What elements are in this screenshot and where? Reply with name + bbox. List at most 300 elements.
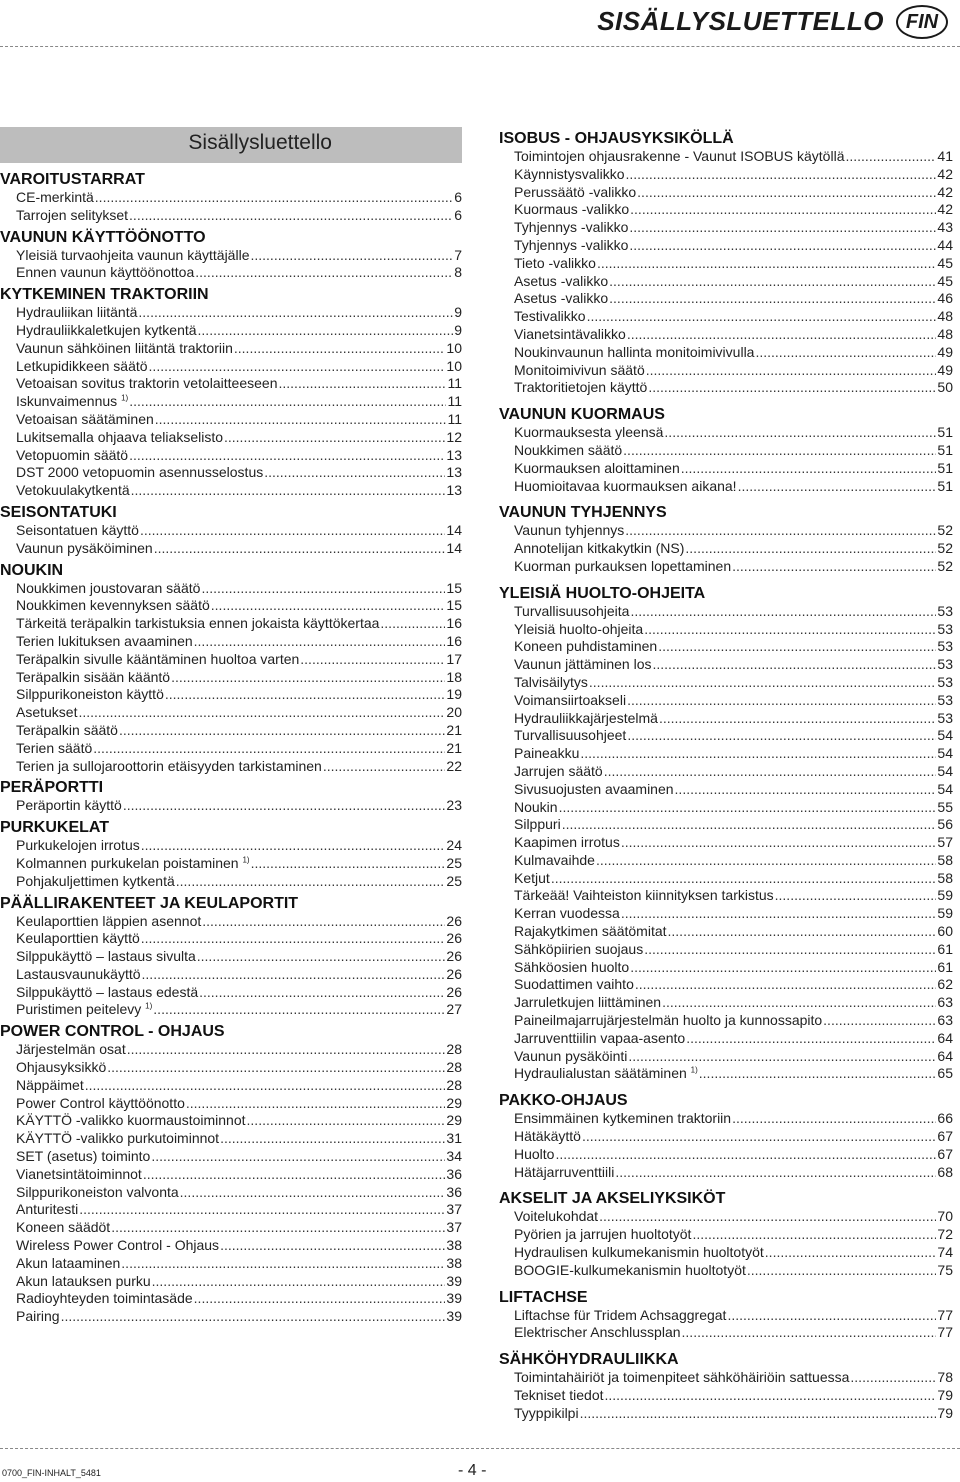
toc-entry[interactable]	[0, 633, 462, 651]
entry-page-number: 15	[446, 579, 462, 596]
entry-text: Suodattimen vaihto	[514, 976, 634, 993]
entry-page-number: 17	[446, 650, 462, 667]
entry-text: Kuorman purkauksen lopettaminen	[514, 557, 732, 574]
toc-entry[interactable]	[499, 201, 953, 219]
entry-page-number: 59	[937, 887, 953, 904]
entry-text: Pyörien ja jarrujen huoltotyöt	[514, 1226, 692, 1243]
dot-leader	[775, 887, 937, 905]
entry-page-number: 49	[937, 361, 953, 378]
entry-page-number: 67	[937, 1128, 953, 1145]
entry-label	[16, 855, 250, 873]
entry-page-number: 53	[937, 602, 953, 619]
section-heading: POWER CONTROL - OHJAUS	[0, 1023, 225, 1041]
toc-entry[interactable]	[499, 1110, 953, 1128]
toc-entry[interactable]	[0, 1308, 462, 1326]
entry-label	[16, 522, 139, 540]
section-heading: NOUKIN	[0, 561, 64, 579]
dot-leader	[630, 603, 936, 621]
toc-entry[interactable]	[499, 1369, 953, 1387]
entry-label	[514, 763, 603, 781]
toc-entry[interactable]	[499, 424, 953, 442]
entry-label	[514, 959, 629, 977]
toc-entry[interactable]	[499, 763, 953, 781]
entry-text: Lastausvaunukäyttö	[16, 965, 141, 982]
dot-leader	[621, 834, 937, 852]
dot-leader	[605, 1387, 937, 1405]
dot-leader	[121, 1255, 445, 1273]
entry-label	[16, 1255, 120, 1273]
entry-page-number: 74	[937, 1244, 953, 1261]
entry-text: Näppäimet	[16, 1076, 84, 1093]
toc-entry[interactable]	[499, 799, 953, 817]
entry-page-number: 53	[937, 709, 953, 726]
toc-entry[interactable]	[499, 852, 953, 870]
dot-leader	[141, 930, 446, 948]
entry-page-number: 26	[446, 983, 462, 1000]
entry-label	[514, 887, 774, 905]
dot-leader	[149, 358, 446, 376]
toc-entry[interactable]	[0, 722, 462, 740]
entry-page-number: 11	[447, 410, 462, 427]
toc-entry[interactable]	[0, 522, 462, 540]
entry-text: Noukin	[514, 798, 558, 815]
entry-page-number: 42	[937, 165, 953, 182]
toc-entry[interactable]	[499, 1387, 953, 1405]
toc-entry[interactable]	[499, 362, 953, 380]
entry-label	[16, 1201, 78, 1219]
toc-entry[interactable]	[499, 887, 953, 905]
toc-entry[interactable]	[0, 873, 462, 891]
entry-page-number: 53	[937, 638, 953, 655]
entry-label	[16, 686, 164, 704]
toc-entry[interactable]	[499, 379, 953, 397]
toc-entry[interactable]	[499, 621, 953, 639]
entry-text: Teräpalkin sivulle kääntäminen huoltoa varten	[16, 650, 300, 667]
toc-entry[interactable]	[0, 913, 462, 931]
toc-entry[interactable]	[499, 834, 953, 852]
toc-entry[interactable]	[0, 1148, 462, 1166]
toc-entry[interactable]	[499, 219, 953, 237]
dot-leader	[107, 1059, 445, 1077]
toc-entry[interactable]	[0, 429, 462, 447]
toc-entry[interactable]	[499, 344, 953, 362]
entry-text: Huolto	[514, 1145, 555, 1162]
dot-leader	[627, 727, 936, 745]
entry-page-number: 13	[446, 482, 462, 499]
entry-label	[514, 603, 629, 621]
toc-section	[0, 818, 462, 890]
toc-section	[0, 503, 462, 558]
toc-entry[interactable]	[499, 816, 953, 834]
toc-entry[interactable]	[0, 540, 462, 558]
toc-entry[interactable]	[499, 184, 953, 202]
entry-text: Käynnistysvalikko	[514, 165, 625, 182]
dot-leader	[279, 375, 447, 393]
entry-text: Tekniset tiedot	[514, 1387, 604, 1404]
entry-page-number: 10	[446, 339, 462, 356]
entry-text: Pohjakuljettimen kytkentä	[16, 872, 175, 889]
toc-entry[interactable]	[0, 580, 462, 598]
toc-entry[interactable]	[0, 837, 462, 855]
dot-leader	[234, 340, 446, 358]
toc-entry[interactable]	[499, 727, 953, 745]
toc-entry[interactable]	[499, 923, 953, 941]
entry-label	[514, 1128, 581, 1146]
entry-label	[514, 379, 647, 397]
dot-leader	[580, 745, 936, 763]
entry-page-number: 11	[447, 393, 462, 410]
entry-text: Terien lukituksen avaaminen	[16, 632, 193, 649]
toc-entry[interactable]	[0, 1255, 462, 1273]
footnote-marker: 1)	[242, 855, 250, 865]
entry-page-number: 45	[937, 272, 953, 289]
footnote-marker: 1)	[690, 1065, 698, 1075]
toc-entry[interactable]	[0, 189, 462, 207]
toc-entry[interactable]	[499, 166, 953, 184]
toc-entry[interactable]	[499, 1030, 953, 1048]
entry-page-number: 51	[937, 477, 953, 494]
entry-text: Talvisäilytys	[514, 673, 588, 690]
entry-text: Power Control käyttöönotto	[16, 1094, 185, 1111]
dot-leader	[186, 1095, 446, 1113]
toc-entry[interactable]	[0, 207, 462, 225]
dot-leader	[738, 478, 937, 496]
toc-entry[interactable]	[499, 1208, 953, 1226]
toc-entry[interactable]	[0, 1273, 462, 1291]
entry-text: Tyhjennys -valikko	[514, 219, 629, 236]
toc-entry[interactable]	[0, 984, 462, 1002]
toc-entry[interactable]	[499, 478, 953, 496]
dot-leader	[180, 1184, 446, 1202]
entry-label	[16, 704, 77, 722]
entry-page-number: 16	[446, 632, 462, 649]
entry-label	[16, 411, 154, 429]
toc-entry[interactable]	[499, 558, 953, 576]
dot-leader	[211, 597, 446, 615]
entry-label	[16, 1001, 152, 1019]
entry-page-number: 54	[937, 727, 953, 744]
dot-leader	[658, 638, 936, 656]
entry-text: Jarruventtiilin vapaa-asento	[514, 1029, 686, 1046]
entry-page-number: 19	[446, 686, 462, 703]
toc-entry[interactable]	[499, 781, 953, 799]
entry-text: Keulaporttien käyttö	[16, 930, 140, 947]
entry-text: Noukkimen kevennyksen säätö	[16, 597, 210, 614]
entry-label	[16, 1077, 84, 1095]
entry-text: Silppukäyttö – lastaus sivulta	[16, 948, 196, 965]
dot-leader	[625, 522, 936, 540]
entry-label	[514, 344, 754, 362]
dot-leader	[747, 1262, 937, 1280]
entry-page-number: 63	[937, 994, 953, 1011]
entry-label	[514, 923, 667, 941]
toc-entry[interactable]	[0, 447, 462, 465]
toc-entry[interactable]	[499, 656, 953, 674]
toc-entry[interactable]	[0, 651, 462, 669]
entry-page-number: 53	[937, 620, 953, 637]
toc-entry[interactable]	[499, 941, 953, 959]
dot-leader	[646, 362, 937, 380]
entry-text: Ohjausyksikkö	[16, 1059, 107, 1076]
toc-entry[interactable]	[0, 966, 462, 984]
toc-entry[interactable]	[499, 976, 953, 994]
dot-leader	[732, 558, 936, 576]
toc-entry[interactable]	[0, 1219, 462, 1237]
entry-text: Hydrauliikkajärjestelmä	[514, 709, 658, 726]
entry-label	[16, 1166, 142, 1184]
entry-label	[514, 1208, 598, 1226]
entry-text: Annotelijan kitkakytkin (NS)	[514, 540, 685, 557]
toc-section	[0, 285, 462, 500]
toc-column-right	[499, 129, 953, 1423]
entry-label	[514, 148, 844, 166]
toc-entry[interactable]	[499, 905, 953, 923]
entry-text: CE-merkintä	[16, 189, 94, 205]
dot-leader	[201, 580, 445, 598]
toc-entry[interactable]	[499, 308, 953, 326]
toc-entry[interactable]	[0, 304, 462, 322]
toc-entry[interactable]	[499, 638, 953, 656]
entry-page-number: 8	[454, 264, 462, 281]
entry-text: Kolmannen purkukelan poistaminen	[16, 854, 239, 871]
toc-entry[interactable]	[499, 1307, 953, 1325]
entry-label	[514, 834, 620, 852]
entry-label	[16, 247, 249, 265]
entry-label	[514, 1012, 822, 1030]
entry-label	[16, 966, 141, 984]
entry-page-number: 55	[937, 798, 953, 815]
entry-page-number: 53	[937, 691, 953, 708]
toc-entry[interactable]	[499, 603, 953, 621]
toc-entry[interactable]	[499, 745, 953, 763]
toc-entry[interactable]	[499, 1164, 953, 1182]
entry-page-number: 18	[446, 668, 462, 685]
toc-entry[interactable]	[0, 686, 462, 704]
entry-text: Perussäätö -valikko	[514, 183, 637, 200]
toc-entry[interactable]	[0, 948, 462, 966]
entry-label	[514, 1164, 614, 1182]
entry-page-number: 70	[937, 1208, 953, 1225]
toc-entry[interactable]	[499, 1244, 953, 1262]
entry-text: Hydrauliikan liitäntä	[16, 304, 138, 321]
entry-page-number: 28	[446, 1059, 462, 1076]
dot-leader	[194, 633, 446, 651]
entry-label	[514, 727, 626, 745]
entry-label	[514, 1324, 681, 1342]
toc-entry[interactable]	[0, 1237, 462, 1255]
toc-entry[interactable]	[499, 870, 953, 888]
toc-entry[interactable]	[0, 1201, 462, 1219]
entry-text: Hydraulialustan säätäminen	[514, 1065, 687, 1082]
dot-leader	[732, 1110, 936, 1128]
toc-entry[interactable]	[499, 442, 953, 460]
entry-page-number: 13	[446, 446, 462, 463]
toc-entry[interactable]	[499, 522, 953, 540]
entry-text: Vianetsintävalikko	[514, 325, 626, 342]
toc-entry[interactable]	[0, 1112, 462, 1130]
toc-entry[interactable]	[0, 855, 462, 873]
toc-entry[interactable]	[0, 1166, 462, 1184]
toc-entry[interactable]	[499, 1324, 953, 1342]
toc-entry[interactable]	[499, 994, 953, 1012]
entry-label	[16, 722, 118, 740]
dot-leader	[765, 1244, 937, 1262]
entry-page-number: 43	[937, 219, 953, 236]
toc-entry[interactable]	[499, 460, 953, 478]
toc-entry[interactable]	[0, 1130, 462, 1148]
dot-leader	[692, 1226, 936, 1244]
entry-label	[514, 976, 634, 994]
entry-text: Liftachse für Tridem Achsaggregat	[514, 1306, 727, 1323]
entry-page-number: 26	[446, 948, 462, 965]
entry-text: Anturitesti	[16, 1201, 79, 1218]
toc-entry[interactable]	[0, 930, 462, 948]
entry-label	[16, 913, 201, 931]
toc-section	[0, 170, 462, 225]
toc-entry[interactable]	[499, 148, 953, 166]
entry-label	[16, 651, 299, 669]
entry-label	[16, 1219, 110, 1237]
entry-label	[514, 237, 628, 255]
entry-text: Jarrujen säätö	[514, 762, 603, 779]
entry-page-number: 25	[446, 872, 462, 889]
dot-leader	[152, 1273, 446, 1291]
entry-text: DST 2000 vetopuomin asennusselostus	[16, 464, 264, 481]
entry-page-number: 64	[937, 1029, 953, 1046]
toc-entry[interactable]	[499, 540, 953, 558]
entry-label	[16, 1112, 246, 1130]
toc-entry[interactable]	[0, 358, 462, 376]
entry-text: Ketjut	[514, 869, 550, 886]
toc-entry[interactable]	[499, 1128, 953, 1146]
entry-page-number: 62	[937, 976, 953, 993]
entry-text: Asetukset	[16, 704, 78, 721]
toc-entry[interactable]	[0, 375, 462, 393]
toc-entry[interactable]	[0, 797, 462, 815]
dot-leader	[155, 411, 447, 429]
entry-text: Wireless Power Control - Ohjaus	[16, 1237, 220, 1254]
toc-entry[interactable]	[499, 326, 953, 344]
toc-entry[interactable]	[499, 237, 953, 255]
toc-entry[interactable]	[0, 1095, 462, 1113]
toc-entry[interactable]	[499, 959, 953, 977]
toc-entry[interactable]	[0, 482, 462, 500]
toc-entry[interactable]	[0, 740, 462, 758]
entry-label	[514, 1387, 604, 1405]
toc-entry[interactable]	[499, 710, 953, 728]
entry-text: Jarruletkujen liittäminen	[514, 994, 662, 1011]
entry-label	[16, 580, 200, 598]
toc-entry[interactable]	[0, 1059, 462, 1077]
toc-entry[interactable]	[0, 615, 462, 633]
entry-page-number: 38	[446, 1237, 462, 1254]
entry-page-number: 11	[447, 375, 462, 392]
entry-page-number: 9	[454, 321, 462, 338]
toc-entry[interactable]	[0, 1290, 462, 1308]
entry-page-number: 75	[937, 1261, 953, 1278]
entry-label	[16, 464, 263, 482]
entry-label	[16, 540, 153, 558]
entry-text: Vaunun jättäminen los	[514, 656, 652, 673]
entry-text: Purkukelojen irrotus	[16, 837, 140, 854]
toc-entry[interactable]	[0, 1077, 462, 1095]
toc-entry[interactable]	[499, 1065, 953, 1083]
entry-page-number: 57	[937, 834, 953, 851]
entry-text: Akun latauksen purku	[16, 1272, 151, 1289]
toc-entry[interactable]	[0, 1041, 462, 1059]
entry-text: Traktoritietojen käyttö	[514, 379, 648, 396]
entry-text: Iskunvaimennus	[16, 393, 118, 410]
entry-label	[514, 621, 643, 639]
entry-page-number: 42	[937, 201, 953, 218]
toc-entry[interactable]	[0, 1184, 462, 1202]
entry-text: Tärkeää! Vaihteiston kiinnityksen tarkistus	[514, 887, 774, 904]
entry-text: Testivalikko	[514, 308, 586, 325]
entry-label	[514, 362, 645, 380]
toc-entry[interactable]	[499, 255, 953, 273]
toc-entry[interactable]	[499, 674, 953, 692]
entry-label	[514, 184, 636, 202]
dot-leader	[628, 1048, 936, 1066]
entry-label	[514, 201, 629, 219]
entry-label	[16, 597, 210, 615]
entry-label	[16, 1184, 179, 1202]
entry-page-number: 58	[937, 851, 953, 868]
toc-entry[interactable]	[0, 393, 462, 411]
entry-page-number: 28	[446, 1041, 462, 1058]
entry-text: Voitelukohdat	[514, 1208, 599, 1225]
toc-entry[interactable]	[0, 704, 462, 722]
toc-entry[interactable]	[0, 464, 462, 482]
toc-entry[interactable]	[499, 273, 953, 291]
toc-entry[interactable]	[0, 1001, 462, 1019]
entry-text: Kulmavaihde	[514, 851, 595, 868]
toc-entry[interactable]	[0, 669, 462, 687]
entry-text: SET (asetus) toiminto	[16, 1148, 151, 1165]
entry-label	[514, 326, 626, 344]
toc-entry[interactable]	[0, 264, 462, 282]
dot-leader	[659, 710, 936, 728]
entry-text: Letkupidikkeen säätö	[16, 357, 148, 374]
dot-leader	[300, 651, 445, 669]
entry-text: Ensimmäinen kytkeminen traktoriin	[514, 1110, 732, 1127]
toc-entry[interactable]	[0, 597, 462, 615]
dot-leader	[626, 166, 937, 184]
toc-entry[interactable]	[499, 1048, 953, 1066]
entry-label	[514, 540, 684, 558]
dot-leader	[668, 923, 937, 941]
toc-entry[interactable]	[0, 247, 462, 265]
dot-leader	[61, 1308, 446, 1326]
entry-label	[16, 375, 278, 393]
entry-page-number: 10	[446, 357, 462, 374]
entry-text: Turvallisuusohjeita	[514, 602, 630, 619]
entry-page-number: 60	[937, 923, 953, 940]
toc-entry[interactable]	[499, 290, 953, 308]
toc-entry[interactable]	[0, 758, 462, 776]
toc-entry[interactable]	[0, 340, 462, 358]
toc-entry[interactable]	[499, 1262, 953, 1280]
toc-entry[interactable]	[499, 1146, 953, 1164]
toc-entry[interactable]	[499, 1405, 953, 1423]
toc-entry[interactable]	[0, 411, 462, 429]
toc-entry[interactable]	[499, 692, 953, 710]
dot-leader	[589, 674, 937, 692]
toc-entry[interactable]	[0, 322, 462, 340]
entry-text: Akun lataaminen	[16, 1254, 121, 1271]
toc-entry[interactable]	[499, 1226, 953, 1244]
toc-entry[interactable]	[499, 1012, 953, 1030]
